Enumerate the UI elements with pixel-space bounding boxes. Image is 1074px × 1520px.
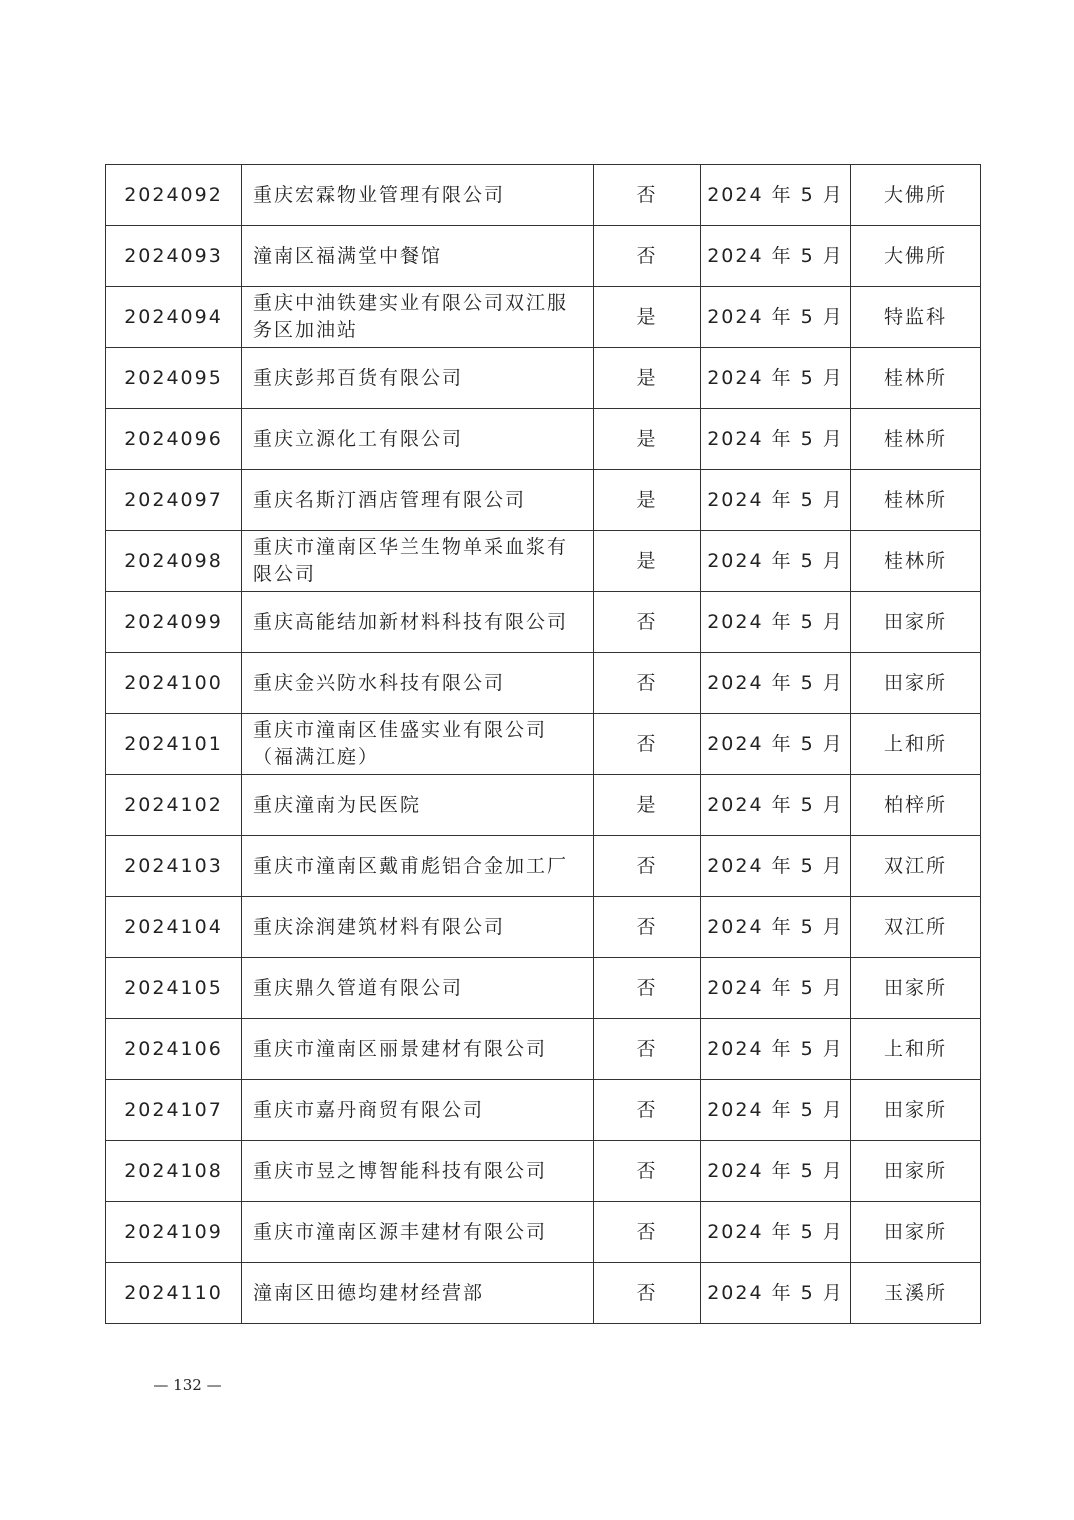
record-id-cell: 2024095 — [106, 348, 242, 409]
company-name-cell: 重庆市潼南区戴甫彪铝合金加工厂 — [242, 836, 594, 897]
company-name-cell: 重庆立源化工有限公司 — [242, 409, 594, 470]
date-cell: 2024 年 5 月 — [701, 1263, 851, 1324]
table-row — [106, 1080, 981, 1141]
unit-cell: 桂林所 — [851, 409, 981, 470]
flag-cell: 否 — [594, 165, 701, 226]
table-row — [106, 165, 981, 226]
record-id-cell: 2024098 — [106, 531, 242, 592]
date-cell: 2024 年 5 月 — [701, 836, 851, 897]
table-row — [106, 470, 981, 531]
date-cell: 2024 年 5 月 — [701, 1141, 851, 1202]
date-cell: 2024 年 5 月 — [701, 226, 851, 287]
unit-cell: 桂林所 — [851, 470, 981, 531]
flag-cell: 是 — [594, 531, 701, 592]
record-id-cell: 2024109 — [106, 1202, 242, 1263]
unit-cell: 桂林所 — [851, 348, 981, 409]
record-id-cell: 2024094 — [106, 287, 242, 348]
unit-cell: 桂林所 — [851, 531, 981, 592]
flag-cell: 否 — [594, 653, 701, 714]
date-cell: 2024 年 5 月 — [701, 592, 851, 653]
table-row — [106, 1263, 981, 1324]
date-cell: 2024 年 5 月 — [701, 409, 851, 470]
date-cell: 2024 年 5 月 — [701, 287, 851, 348]
unit-cell: 玉溪所 — [851, 1263, 981, 1324]
record-id-cell: 2024103 — [106, 836, 242, 897]
company-name-cell: 潼南区田德均建材经营部 — [242, 1263, 594, 1324]
unit-cell: 田家所 — [851, 1202, 981, 1263]
flag-cell: 是 — [594, 409, 701, 470]
table-row — [106, 1202, 981, 1263]
flag-cell: 否 — [594, 1263, 701, 1324]
flag-cell: 否 — [594, 836, 701, 897]
record-id-cell: 2024105 — [106, 958, 242, 1019]
table-row — [106, 775, 981, 836]
company-name-cell: 重庆市潼南区丽景建材有限公司 — [242, 1019, 594, 1080]
date-cell: 2024 年 5 月 — [701, 1202, 851, 1263]
record-id-cell: 2024092 — [106, 165, 242, 226]
record-id-cell: 2024108 — [106, 1141, 242, 1202]
table-row — [106, 958, 981, 1019]
date-cell: 2024 年 5 月 — [701, 714, 851, 775]
date-cell: 2024 年 5 月 — [701, 775, 851, 836]
date-cell: 2024 年 5 月 — [701, 470, 851, 531]
unit-cell: 柏梓所 — [851, 775, 981, 836]
date-cell: 2024 年 5 月 — [701, 1019, 851, 1080]
company-name-cell: 重庆市潼南区佳盛实业有限公司（福满江庭） — [242, 714, 594, 775]
unit-cell: 大佛所 — [851, 165, 981, 226]
date-cell: 2024 年 5 月 — [701, 897, 851, 958]
date-cell: 2024 年 5 月 — [701, 348, 851, 409]
record-id-cell: 2024104 — [106, 897, 242, 958]
record-id-cell: 2024102 — [106, 775, 242, 836]
table-row — [106, 836, 981, 897]
table-row — [106, 714, 981, 775]
unit-cell: 双江所 — [851, 897, 981, 958]
table-row — [106, 1141, 981, 1202]
company-name-cell: 重庆金兴防水科技有限公司 — [242, 653, 594, 714]
company-name-cell: 重庆宏霖物业管理有限公司 — [242, 165, 594, 226]
unit-cell: 大佛所 — [851, 226, 981, 287]
flag-cell: 是 — [594, 348, 701, 409]
flag-cell: 否 — [594, 958, 701, 1019]
flag-cell: 是 — [594, 775, 701, 836]
table-row — [106, 287, 981, 348]
company-name-cell: 重庆市潼南区华兰生物单采血浆有限公司 — [242, 531, 594, 592]
page-number: — 132 — — [153, 1376, 222, 1394]
unit-cell: 上和所 — [851, 714, 981, 775]
unit-cell: 田家所 — [851, 592, 981, 653]
table-row — [106, 1019, 981, 1080]
date-cell: 2024 年 5 月 — [701, 165, 851, 226]
date-cell: 2024 年 5 月 — [701, 1080, 851, 1141]
flag-cell: 否 — [594, 1080, 701, 1141]
table-row — [106, 531, 981, 592]
flag-cell: 否 — [594, 897, 701, 958]
flag-cell: 否 — [594, 714, 701, 775]
table-row — [106, 226, 981, 287]
flag-cell: 否 — [594, 1019, 701, 1080]
unit-cell: 上和所 — [851, 1019, 981, 1080]
company-name-cell: 重庆鼎久管道有限公司 — [242, 958, 594, 1019]
company-name-cell: 重庆涂润建筑材料有限公司 — [242, 897, 594, 958]
flag-cell: 否 — [594, 1202, 701, 1263]
flag-cell: 否 — [594, 1141, 701, 1202]
record-id-cell: 2024107 — [106, 1080, 242, 1141]
unit-cell: 特监科 — [851, 287, 981, 348]
unit-cell: 田家所 — [851, 653, 981, 714]
table-row — [106, 348, 981, 409]
table-row — [106, 653, 981, 714]
company-name-cell: 重庆潼南为民医院 — [242, 775, 594, 836]
company-name-cell: 重庆中油铁建实业有限公司双江服务区加油站 — [242, 287, 594, 348]
record-id-cell: 2024099 — [106, 592, 242, 653]
company-name-cell: 重庆高能结加新材料科技有限公司 — [242, 592, 594, 653]
unit-cell: 田家所 — [851, 1080, 981, 1141]
company-name-cell: 潼南区福满堂中餐馆 — [242, 226, 594, 287]
record-id-cell: 2024096 — [106, 409, 242, 470]
record-id-cell: 2024093 — [106, 226, 242, 287]
record-id-cell: 2024101 — [106, 714, 242, 775]
date-cell: 2024 年 5 月 — [701, 653, 851, 714]
unit-cell: 田家所 — [851, 958, 981, 1019]
unit-cell: 田家所 — [851, 1141, 981, 1202]
flag-cell: 否 — [594, 226, 701, 287]
record-id-cell: 2024097 — [106, 470, 242, 531]
flag-cell: 是 — [594, 287, 701, 348]
record-id-cell: 2024110 — [106, 1263, 242, 1324]
records-table — [105, 164, 981, 1324]
record-id-cell: 2024100 — [106, 653, 242, 714]
unit-cell: 双江所 — [851, 836, 981, 897]
company-name-cell: 重庆名斯汀酒店管理有限公司 — [242, 470, 594, 531]
date-cell: 2024 年 5 月 — [701, 531, 851, 592]
company-name-cell: 重庆彭邦百货有限公司 — [242, 348, 594, 409]
company-name-cell: 重庆市潼南区源丰建材有限公司 — [242, 1202, 594, 1263]
table-row — [106, 592, 981, 653]
company-name-cell: 重庆市嘉丹商贸有限公司 — [242, 1080, 594, 1141]
flag-cell: 否 — [594, 592, 701, 653]
date-cell: 2024 年 5 月 — [701, 958, 851, 1019]
table-row — [106, 409, 981, 470]
record-id-cell: 2024106 — [106, 1019, 242, 1080]
table-row — [106, 897, 981, 958]
flag-cell: 是 — [594, 470, 701, 531]
company-name-cell: 重庆市昱之博智能科技有限公司 — [242, 1141, 594, 1202]
